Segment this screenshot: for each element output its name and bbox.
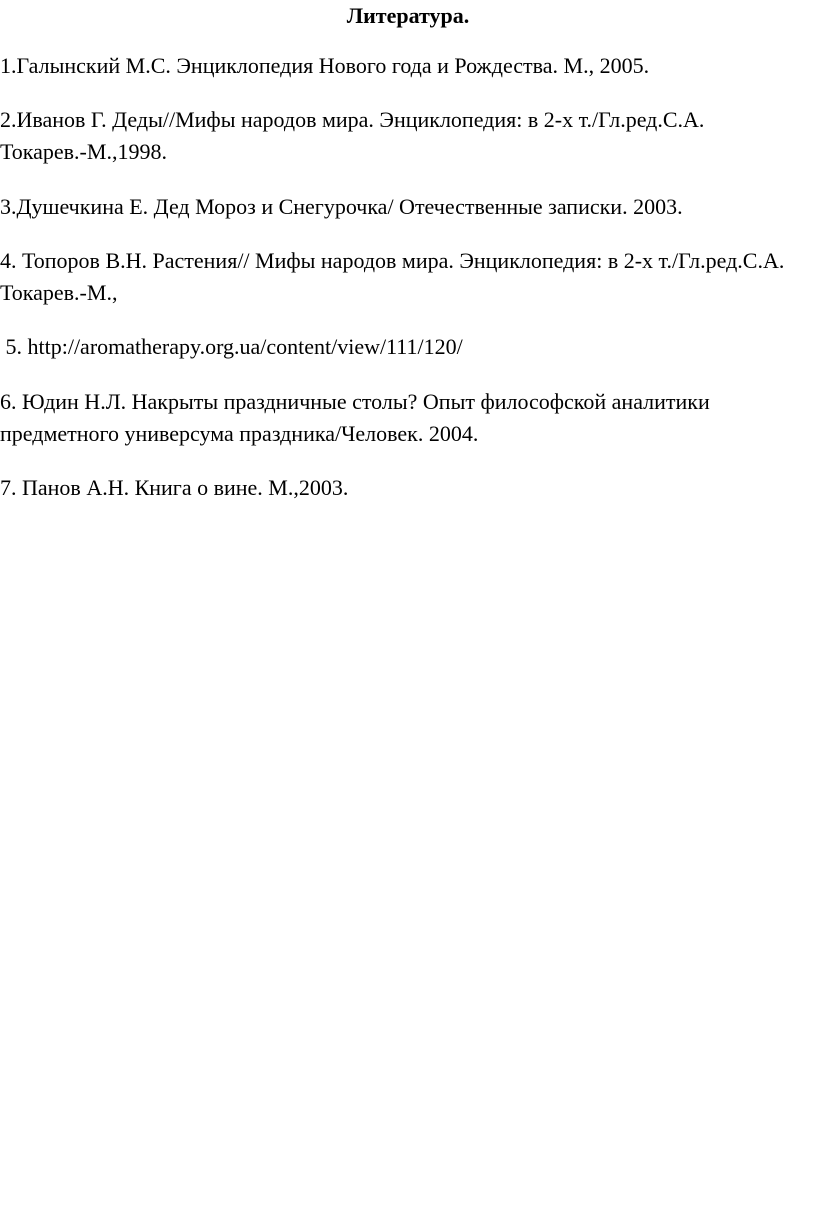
page-title: Литература. xyxy=(346,3,470,28)
reference-item: 3.Душечкина Е. Дед Мороз и Снегурочка/ Отечественные записки. 2003. xyxy=(0,194,683,219)
reference-item: 1.Галынский М.С. Энциклопедия Нового года и Рождества. М., 2005. xyxy=(0,53,650,78)
reference-item: 7. Панов А.Н. Книга о вине. М.,2003. xyxy=(0,475,349,500)
reference-item: 2.Иванов Г. Деды//Мифы народов мира. Энциклопедия: в 2-х т./Гл.ред.С.А. Токарев.-М.,1998. xyxy=(0,107,705,164)
reference-item: 6. Юдин Н.Л. Накрыты праздничные столы? Опыт философской аналитики предметного универсума праздника/Человек. 2004. xyxy=(0,389,710,446)
reference-item: 4. Топоров В.Н. Растения// Мифы народов мира. Энциклопедия: в 2-х т./Гл.ред.С.А. Токарев.-М., xyxy=(0,248,785,305)
reference-list xyxy=(0,50,790,525)
reference-item-url: 5. http://aromatherapy.org.ua/content/view/111/120/ xyxy=(0,334,463,359)
